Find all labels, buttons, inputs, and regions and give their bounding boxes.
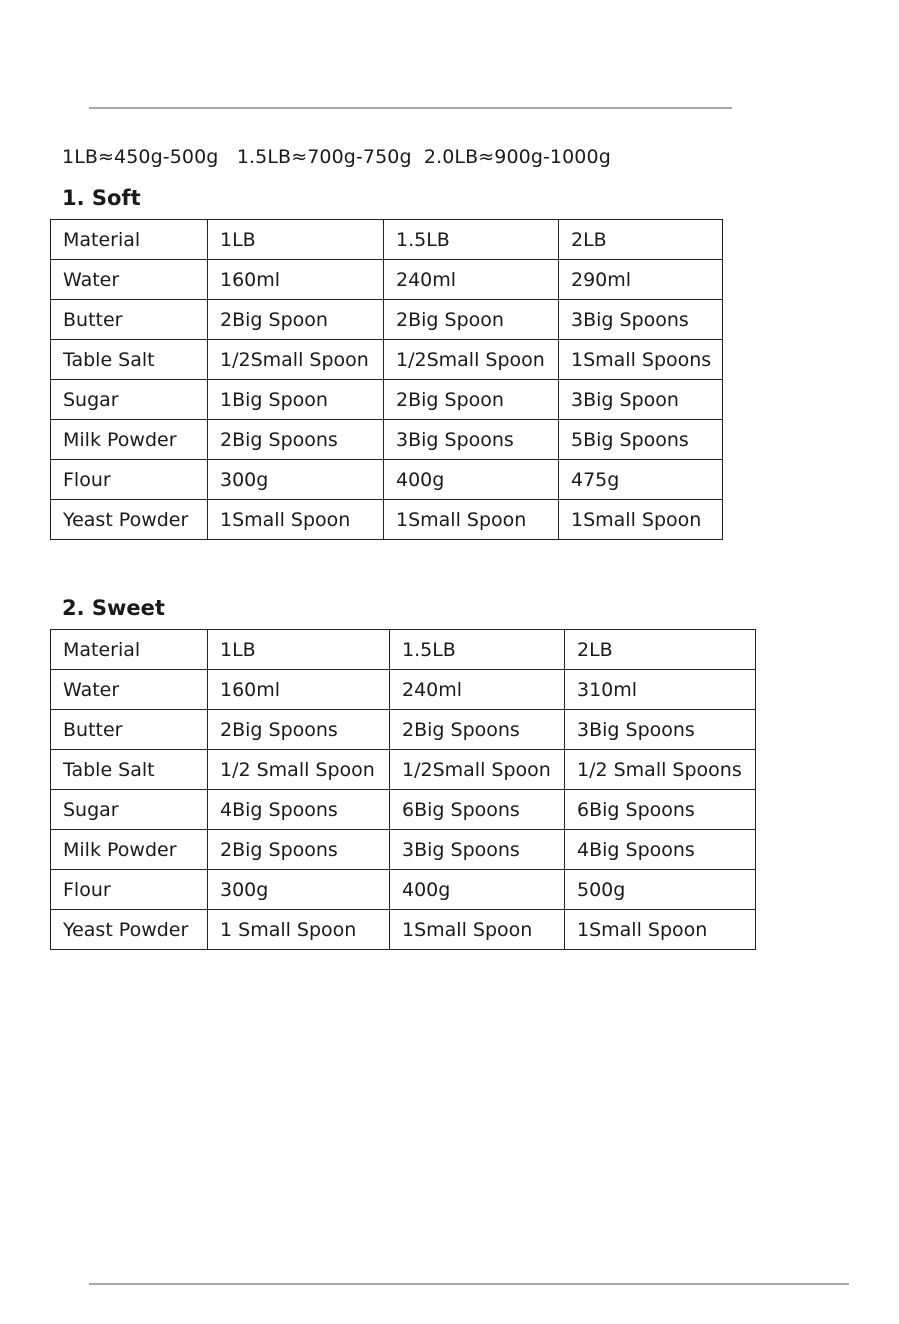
quantity-cell: 2Big Spoons — [208, 420, 384, 460]
quantity-cell: 1Small Spoon — [565, 910, 756, 950]
quantity-cell: 3Big Spoons — [565, 710, 756, 750]
table-row — [51, 790, 756, 830]
table-row — [51, 670, 756, 710]
quantity-cell: 6Big Spoons — [390, 790, 565, 830]
quantity-cell: 2Big Spoon — [384, 300, 559, 340]
soft-section-title: 1. Soft — [62, 186, 141, 210]
quantity-cell: 160ml — [208, 670, 390, 710]
quantity-cell: 1/2Small Spoon — [208, 340, 384, 380]
column-header: Material — [51, 630, 208, 670]
ingredient-name: Water — [51, 670, 208, 710]
ingredient-name: Butter — [51, 710, 208, 750]
table-row — [51, 340, 723, 380]
quantity-cell: 2Big Spoon — [384, 380, 559, 420]
quantity-cell: 240ml — [384, 260, 559, 300]
column-header: 1LB — [208, 630, 390, 670]
table-row — [51, 260, 723, 300]
column-header: 1.5LB — [390, 630, 565, 670]
column-header: 2LB — [559, 220, 723, 260]
table-row — [51, 710, 756, 750]
soft-recipe-table — [50, 219, 723, 540]
quantity-cell: 290ml — [559, 260, 723, 300]
ingredient-name: Sugar — [51, 380, 208, 420]
quantity-cell: 1Small Spoon — [390, 910, 565, 950]
ingredient-name: Milk Powder — [51, 420, 208, 460]
column-header: Material — [51, 220, 208, 260]
column-header: 2LB — [565, 630, 756, 670]
ingredient-name: Butter — [51, 300, 208, 340]
table-header-row — [51, 630, 756, 670]
ingredient-name: Flour — [51, 870, 208, 910]
quantity-cell: 2Big Spoon — [208, 300, 384, 340]
ingredient-name: Water — [51, 260, 208, 300]
quantity-cell: 300g — [208, 460, 384, 500]
quantity-cell: 1/2Small Spoon — [390, 750, 565, 790]
sweet-section-title: 2. Sweet — [62, 596, 165, 620]
quantity-cell: 4Big Spoons — [208, 790, 390, 830]
quantity-cell: 1Big Spoon — [208, 380, 384, 420]
quantity-cell: 3Big Spoons — [390, 830, 565, 870]
ingredient-name: Yeast Powder — [51, 910, 208, 950]
ingredient-name: Flour — [51, 460, 208, 500]
quantity-cell: 6Big Spoons — [565, 790, 756, 830]
table-row — [51, 500, 723, 540]
table-row — [51, 870, 756, 910]
quantity-cell: 2Big Spoons — [390, 710, 565, 750]
quantity-cell: 1/2Small Spoon — [384, 340, 559, 380]
quantity-cell: 3Big Spoons — [384, 420, 559, 460]
quantity-cell: 1Small Spoons — [559, 340, 723, 380]
quantity-cell: 2Big Spoons — [208, 830, 390, 870]
table-header-row — [51, 220, 723, 260]
quantity-cell: 1/2 Small Spoon — [208, 750, 390, 790]
table-row — [51, 750, 756, 790]
quantity-cell: 1Small Spoon — [384, 500, 559, 540]
quantity-cell: 3Big Spoon — [559, 380, 723, 420]
quantity-cell: 310ml — [565, 670, 756, 710]
quantity-cell: 300g — [208, 870, 390, 910]
quantity-cell: 400g — [390, 870, 565, 910]
quantity-cell: 240ml — [390, 670, 565, 710]
column-header: 1.5LB — [384, 220, 559, 260]
quantity-cell: 1 Small Spoon — [208, 910, 390, 950]
table-row — [51, 300, 723, 340]
table-row — [51, 460, 723, 500]
table-row — [51, 380, 723, 420]
quantity-cell: 3Big Spoons — [559, 300, 723, 340]
quantity-cell: 2Big Spoons — [208, 710, 390, 750]
loaf-weight-conversion: 1LB≈450g-500g 1.5LB≈700g-750g 2.0LB≈900g-1000g — [62, 146, 611, 168]
top-divider — [89, 107, 732, 109]
ingredient-name: Yeast Powder — [51, 500, 208, 540]
bottom-divider — [89, 1283, 849, 1285]
table-row — [51, 830, 756, 870]
table-row — [51, 420, 723, 460]
table-row — [51, 910, 756, 950]
quantity-cell: 1/2 Small Spoons — [565, 750, 756, 790]
quantity-cell: 160ml — [208, 260, 384, 300]
quantity-cell: 500g — [565, 870, 756, 910]
quantity-cell: 1Small Spoon — [559, 500, 723, 540]
ingredient-name: Sugar — [51, 790, 208, 830]
quantity-cell: 475g — [559, 460, 723, 500]
ingredient-name: Milk Powder — [51, 830, 208, 870]
column-header: 1LB — [208, 220, 384, 260]
quantity-cell: 400g — [384, 460, 559, 500]
quantity-cell: 5Big Spoons — [559, 420, 723, 460]
quantity-cell: 1Small Spoon — [208, 500, 384, 540]
ingredient-name: Table Salt — [51, 340, 208, 380]
quantity-cell: 4Big Spoons — [565, 830, 756, 870]
sweet-recipe-table — [50, 629, 756, 950]
ingredient-name: Table Salt — [51, 750, 208, 790]
